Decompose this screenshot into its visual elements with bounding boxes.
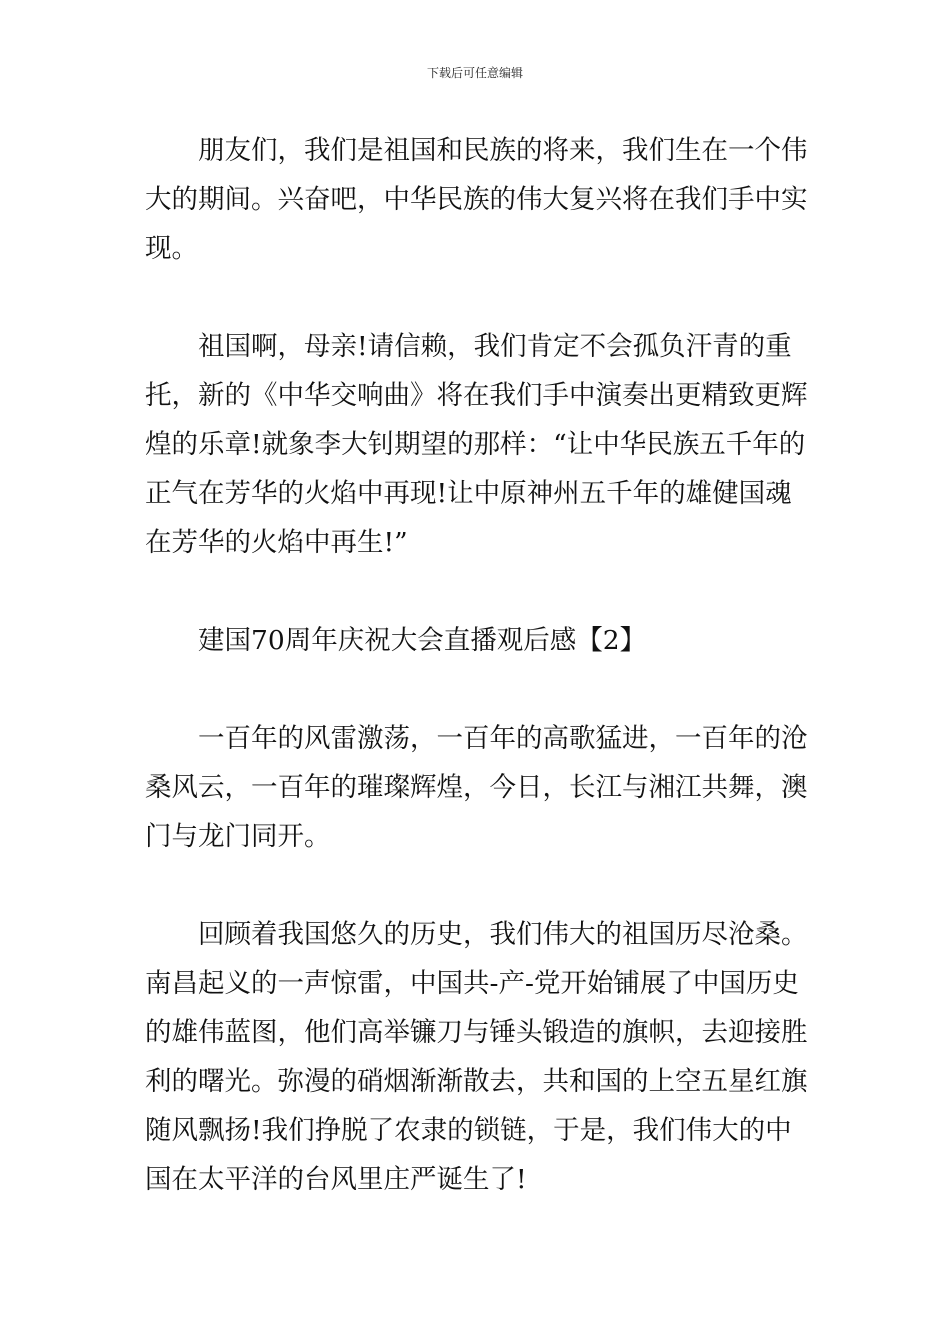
section-heading: 建国70周年庆祝大会直播观后感【2】 — [198, 625, 647, 656]
paragraph: 祖国啊，母亲!请信赖，我们肯定不会孤负汗青的重托，新的《中华交响曲》将在我们手中演奏出更精致更辉煌的乐章!就象李大钊期望的那样：“让中华民族五千年的正气在芳华的火焰中再现!让中原神州五千年的雄健国魂在芳华的火焰中再生!” — [145, 331, 808, 558]
document-body — [145, 126, 815, 1204]
page-header-note: 下载后可任意编辑 — [426, 66, 523, 80]
paragraph: 朋友们，我们是祖国和民族的将来，我们生在一个伟大的期间。兴奋吧，中华民族的伟大复兴将在我们手中实现。 — [145, 135, 808, 264]
paragraph: 回顾着我国悠久的历史，我们伟大的祖国历尽沧桑。南昌起义的一声惊雷，中国共-产-党开始铺展了中国历史的雄伟蓝图，他们高举镰刀与锤头锻造的旗帜，去迎接胜利的曙光。弥漫的硝烟渐渐散去，共和国的上空五星红旗随风飘扬!我们挣脱了农隶的锁链，于是，我们伟大的中国在太平洋的台风里庄严诞生了! — [145, 919, 808, 1195]
paragraph: 一百年的风雷激荡，一百年的高歌猛进，一百年的沧桑风云，一百年的璀璨辉煌，今日，长江与湘江共舞，澳门与龙门同开。 — [145, 723, 808, 852]
